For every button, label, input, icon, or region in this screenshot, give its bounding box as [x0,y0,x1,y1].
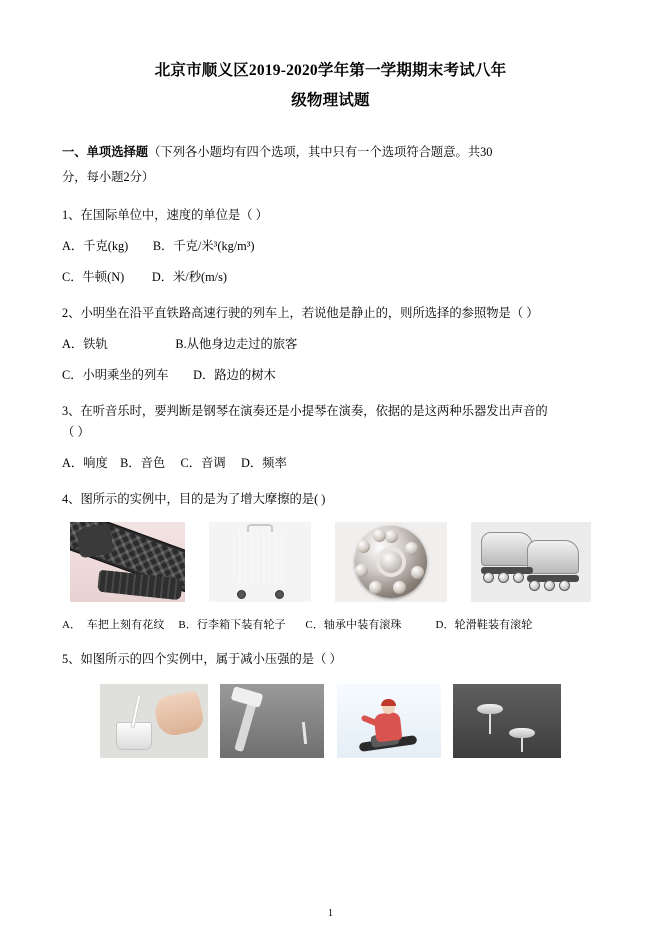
question-3-stem: 3、在听音乐时，要判断是钢琴在演奏还是小提琴在演奏，依据的是这两种乐器发出声音的 [62,404,548,418]
page-title-line-1: 北京市顺义区2019-2020学年第一学期期末考试八年 [154,62,507,79]
figure-snowboarder [337,684,441,758]
figure-hammer-nail [220,684,324,758]
figure-thumb-tacks [453,684,561,758]
question-2 [62,303,599,386]
question-2-stem: 2、小明坐在沿平直铁路高速行驶的列车上，若说他是静止的，则所选择的参照物是（ ） [62,306,539,320]
question-1-options-line-2: C．牛顿(N) D．米/秒(m/s) [62,270,227,284]
question-2-options [62,334,599,386]
question-1-options-line-1: A．千克(kg) B．千克/米³(kg/m³) [62,239,255,253]
page-title-line-2: 级物理试题 [291,92,370,109]
section-heading [62,140,599,165]
question-2-options-line-2: C．小明乘坐的列车 D．路边的树木 [62,368,276,382]
figure-pink-suitcase-wheels [209,522,311,602]
page-number: 1 [328,908,333,919]
question-5-figure-row [62,684,599,758]
question-4-stem: 4、图所示的实例中，目的是为了增大摩擦的是( ) [62,492,326,506]
question-3-options-line-1: A．响度 B．音色 C．音调 D．频率 [62,456,287,470]
figure-tyre-tread-grip [70,522,185,602]
question-1-options [62,236,599,288]
question-3-stem-line-2: （ ） [62,425,90,439]
figure-ball-bearing [335,522,447,602]
section-heading-label: 一、单项选择题 [62,145,149,159]
figure-inline-skates [471,522,591,602]
question-3-options [62,453,599,474]
section-heading-note: （下列各小题均有四个选项，其中只有一个选项符合题意。共30 [148,145,493,159]
question-3 [62,401,599,474]
question-4-options: A． 车把上刻有花纹 B．行李箱下装有轮子 C．轴承中装有滚珠 D．轮滑鞋装有滚轮 [62,619,533,631]
question-5 [62,649,599,758]
question-2-options-line-1: A．铁轨 B.从他身边走过的旅客 [62,337,298,351]
question-1 [62,205,599,288]
page-title [62,56,599,116]
question-4-figure-row [62,522,599,602]
section-heading-line-2: 分，每小题2分） [62,170,155,184]
question-4 [62,489,599,634]
figure-hand-cup-straw [100,684,208,758]
question-5-stem: 5、如图所示的四个实例中，属于减小压强的是（ ） [62,652,342,666]
question-1-stem: 1、在国际单位中，速度的单位是（ ） [62,208,268,222]
